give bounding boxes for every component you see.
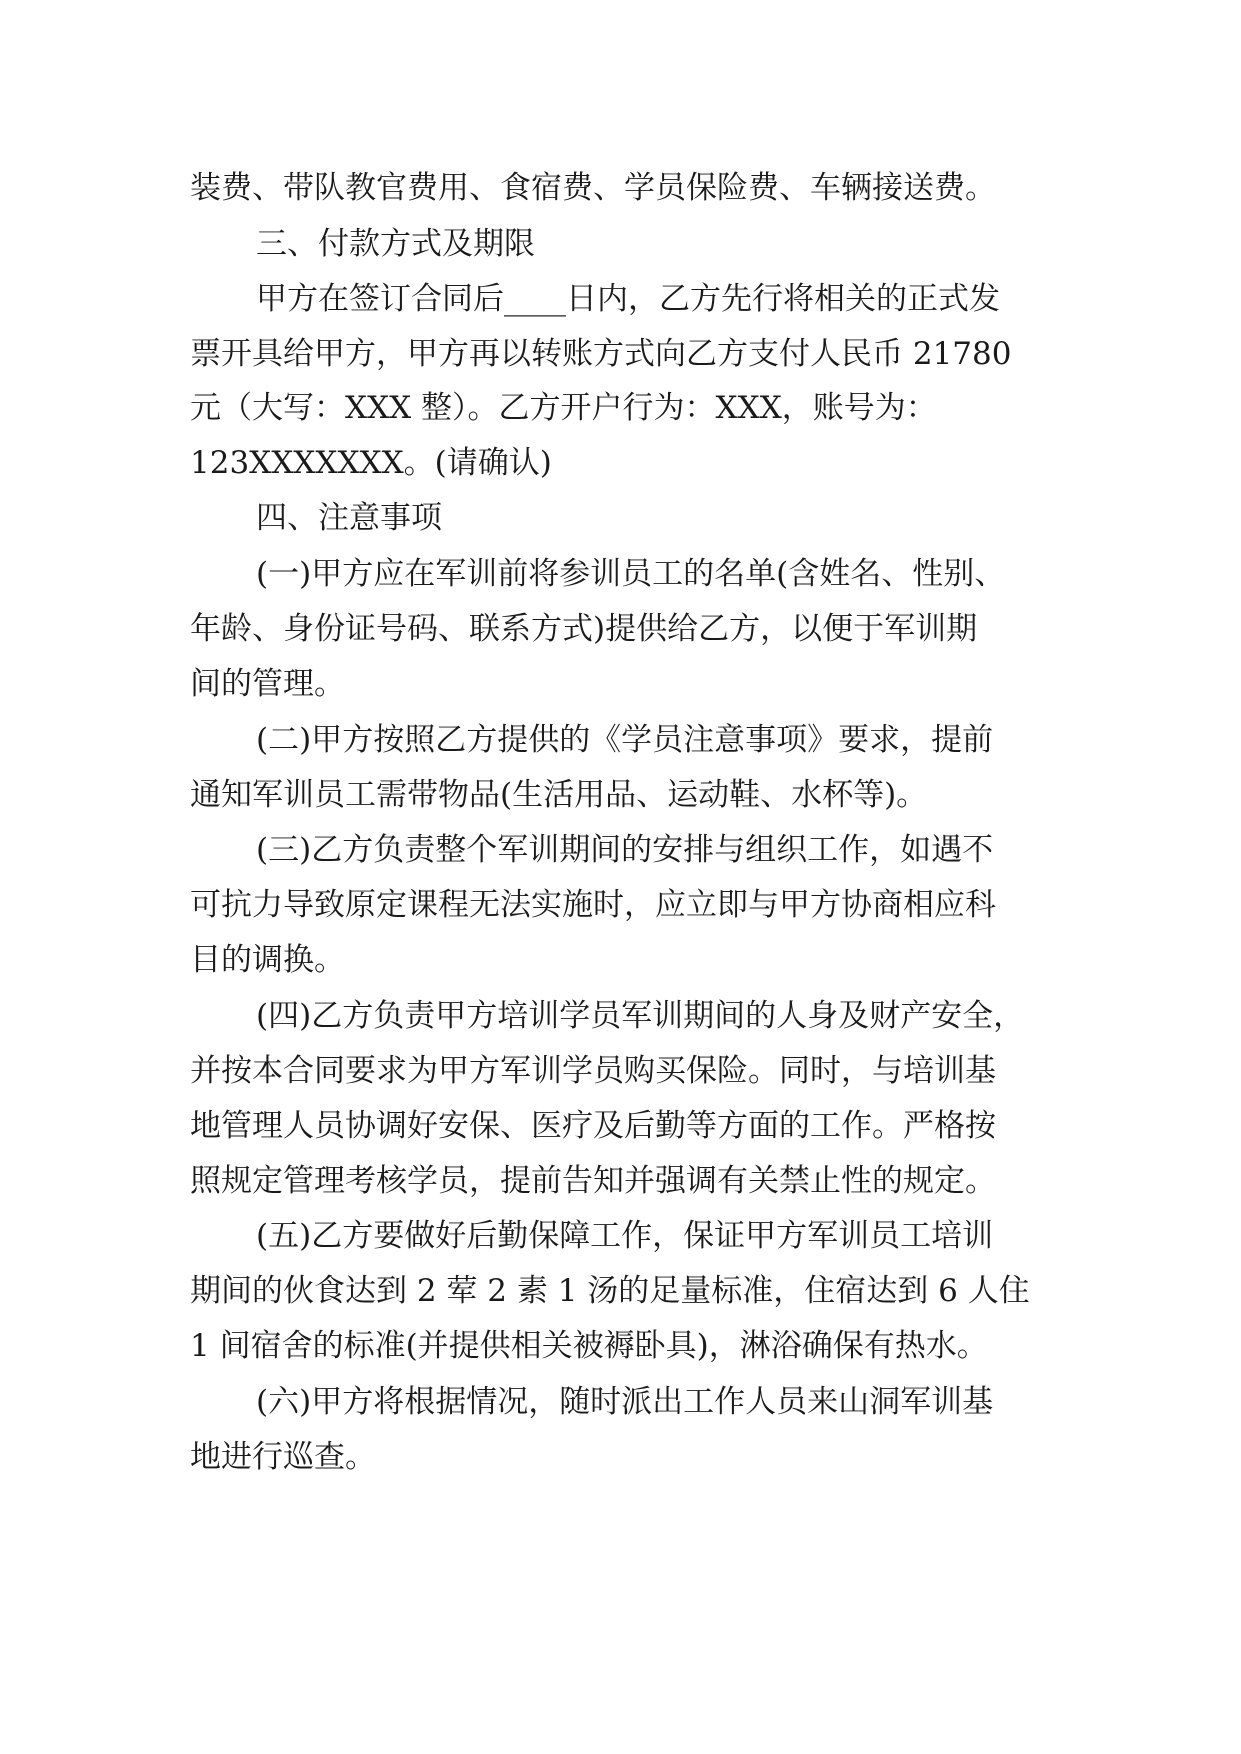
- text-line: 年龄、身份证号码、联系方式)提供给乙方，以便于军训期: [190, 611, 978, 647]
- text-line: 1 间宿舍的标准(并提供相关被褥卧具)，淋浴确保有热水。: [190, 1328, 988, 1364]
- text-line: 123XXXXXXX。(请确认): [190, 445, 552, 481]
- text-line: 票开具给甲方，甲方再以转账方式向乙方支付人民币 21780: [190, 336, 1012, 372]
- text-line: 通知军训员工需带物品(生活用品、运动鞋、水杯等)。: [190, 777, 928, 813]
- section-heading: 四、注意事项: [256, 500, 442, 536]
- text-line: 元（大写：XXX 整）。乙方开户行为：XXX，账号为：: [190, 390, 937, 426]
- text-line: 可抗力导致原定课程无法实施时，应立即与甲方协商相应科: [190, 887, 996, 923]
- text-line: (六)甲方将根据情况，随时派出工作人员来山洞军训基: [256, 1384, 994, 1420]
- text-line: 目的调换。: [190, 942, 345, 978]
- text-line: 照规定管理考核学员，提前告知并强调有关禁止性的规定。: [190, 1163, 996, 1199]
- text-line: 地进行巡查。: [190, 1439, 376, 1475]
- section-heading: 三、付款方式及期限: [256, 226, 535, 262]
- text-line: 并按本合同要求为甲方军训学员购买保险。同时，与培训基: [190, 1053, 996, 1089]
- text-line: (三)乙方负责整个军训期间的安排与组织工作，如遇不: [256, 832, 994, 868]
- text-line: (二)甲方按照乙方提供的《学员注意事项》要求，提前: [256, 722, 994, 758]
- text-line: 地管理人员协调好安保、医疗及后勤等方面的工作。严格按: [190, 1108, 996, 1144]
- text-line: 期间的伙食达到 2 荤 2 素 1 汤的足量标准，住宿达到 6 人住: [190, 1273, 1030, 1309]
- text-line: (四)乙方负责甲方培训学员军训期间的人身及财产安全，: [256, 998, 1025, 1034]
- text-line: 甲方在签订合同后____日内，乙方先行将相关的正式发: [256, 281, 1000, 317]
- text-line: 装费、带队教官费用、食宿费、学员保险费、车辆接送费。: [190, 170, 996, 206]
- text-line: (一)甲方应在军训前将参训员工的名单(含姓名、性别、: [256, 556, 1006, 592]
- text-line: 间的管理。: [190, 666, 345, 702]
- text-line: (五)乙方要做好后勤保障工作，保证甲方军训员工培训: [256, 1218, 994, 1254]
